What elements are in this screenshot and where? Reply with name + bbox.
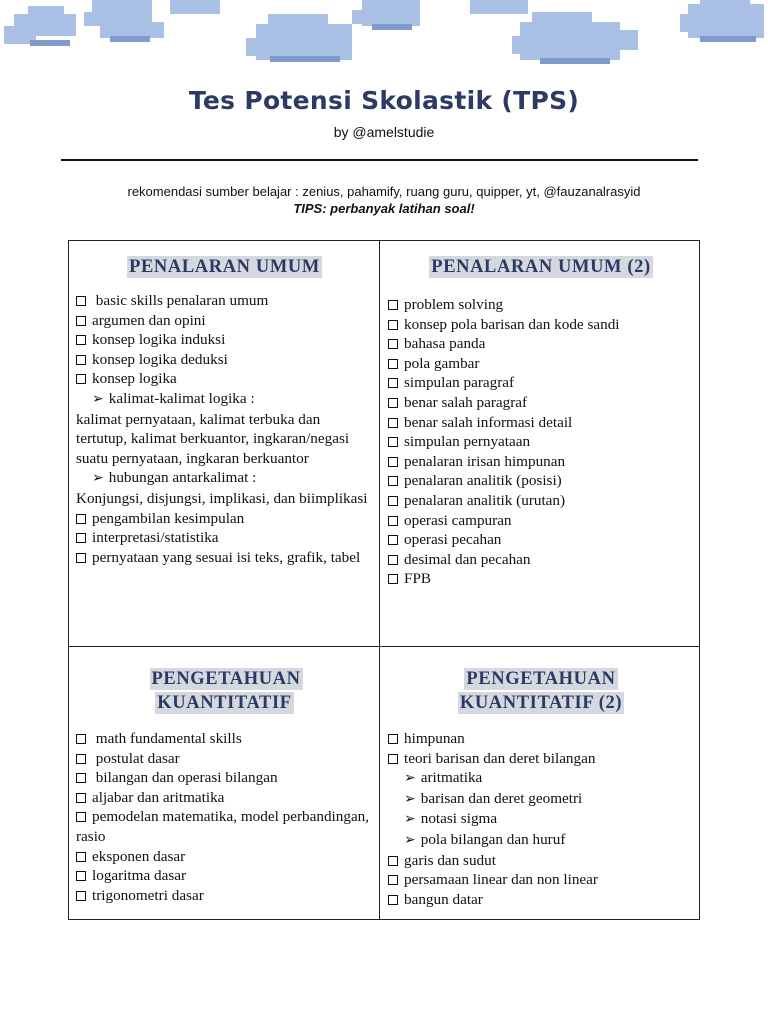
section-heading: PENGETAHUAN KUANTITATIF bbox=[151, 669, 301, 713]
checklist-item bbox=[76, 291, 373, 311]
checklist-item bbox=[388, 890, 694, 910]
checkbox-icon[interactable] bbox=[388, 437, 398, 447]
checklist-item bbox=[76, 330, 373, 350]
checklist-item bbox=[76, 749, 373, 769]
arrow-bullet-icon: ➢ bbox=[92, 471, 104, 487]
checklist-item bbox=[76, 528, 373, 548]
checkbox-icon[interactable] bbox=[388, 535, 398, 545]
item-text: kalimat-kalimat logika : bbox=[108, 389, 255, 407]
divider-line bbox=[61, 159, 698, 161]
sub-item bbox=[388, 768, 694, 789]
checklist-item bbox=[76, 866, 373, 886]
checkbox-icon[interactable] bbox=[388, 875, 398, 885]
item-text: kalimat pernyataan, kalimat terbuka dan tertutup, kalimat berkuantor, ingkaran/negasi suatu pernyataan, ingkaran berkuantor bbox=[76, 410, 350, 467]
sub-item bbox=[76, 468, 373, 489]
item-text: operasi pecahan bbox=[404, 531, 502, 549]
checkbox-icon[interactable] bbox=[388, 734, 398, 744]
checklist-item bbox=[388, 334, 694, 354]
author-byline: by @amelstudie bbox=[333, 124, 435, 140]
item-text: konsep logika bbox=[92, 370, 177, 388]
checklist-item bbox=[388, 530, 694, 550]
item-text: math fundamental skills bbox=[92, 730, 242, 747]
checklist-item bbox=[388, 373, 694, 393]
topic-list bbox=[76, 729, 373, 905]
checkbox-icon[interactable] bbox=[388, 339, 398, 349]
item-text: benar salah informasi detail bbox=[404, 413, 573, 431]
item-text: pola gambar bbox=[404, 354, 480, 372]
checkbox-icon[interactable] bbox=[388, 496, 398, 506]
checkbox-icon[interactable] bbox=[76, 296, 86, 306]
checklist-item bbox=[76, 788, 373, 808]
arrow-bullet-icon: ➢ bbox=[404, 791, 416, 807]
item-description bbox=[76, 410, 373, 469]
section-pengetahuan-kuantitatif bbox=[69, 647, 379, 919]
checkbox-icon[interactable] bbox=[76, 355, 86, 365]
tips-text: TIPS: perbanyak latihan soal! bbox=[293, 201, 475, 216]
section-heading: PENALARAN UMUM (2) bbox=[431, 257, 651, 277]
checklist-item bbox=[76, 886, 373, 906]
item-text: penalaran analitik (posisi) bbox=[404, 472, 562, 490]
sub-item bbox=[388, 830, 694, 851]
checklist-item bbox=[76, 350, 373, 370]
arrow-bullet-icon: ➢ bbox=[92, 391, 104, 407]
item-text: postulat dasar bbox=[92, 749, 180, 767]
topics-grid bbox=[68, 240, 700, 920]
checkbox-icon[interactable] bbox=[388, 856, 398, 866]
item-text: aritmatika bbox=[420, 769, 483, 787]
topic-list bbox=[388, 729, 694, 909]
checkbox-icon[interactable] bbox=[76, 812, 86, 822]
checklist-item bbox=[388, 569, 694, 589]
item-text: barisan dan deret geometri bbox=[420, 789, 583, 807]
checkbox-icon[interactable] bbox=[76, 773, 86, 783]
item-text: operasi campuran bbox=[404, 511, 512, 529]
checkbox-icon[interactable] bbox=[76, 891, 86, 901]
checkbox-icon[interactable] bbox=[76, 553, 86, 563]
checklist-item bbox=[388, 550, 694, 570]
checkbox-icon[interactable] bbox=[388, 359, 398, 369]
item-text: interpretasi/statistika bbox=[92, 529, 219, 547]
item-text: simpulan pernyataan bbox=[404, 433, 531, 451]
section-pengetahuan-kuantitatif-2 bbox=[380, 647, 700, 919]
checkbox-icon[interactable] bbox=[76, 754, 86, 764]
item-text: bangun datar bbox=[404, 890, 483, 908]
checkbox-icon[interactable] bbox=[388, 476, 398, 486]
topic-list bbox=[76, 291, 373, 567]
sub-item bbox=[388, 809, 694, 830]
item-text: penalaran analitik (urutan) bbox=[404, 491, 566, 509]
item-text: eksponen dasar bbox=[92, 847, 186, 865]
checkbox-icon[interactable] bbox=[76, 335, 86, 345]
checkbox-icon[interactable] bbox=[76, 734, 86, 744]
item-text: teori barisan dan deret bilangan bbox=[404, 749, 596, 767]
item-text: konsep logika deduksi bbox=[92, 350, 228, 368]
checkbox-icon[interactable] bbox=[388, 320, 398, 330]
item-text: benar salah paragraf bbox=[404, 393, 528, 411]
item-text: pengambilan kesimpulan bbox=[92, 509, 245, 527]
item-text: persamaan linear dan non linear bbox=[404, 871, 598, 889]
item-text: pola bilangan dan huruf bbox=[420, 830, 566, 848]
item-text: Konjungsi, disjungsi, implikasi, dan biimplikasi bbox=[76, 489, 368, 507]
checkbox-icon[interactable] bbox=[388, 418, 398, 428]
section-heading: PENALARAN UMUM bbox=[129, 257, 320, 277]
item-text: simpulan paragraf bbox=[404, 374, 515, 392]
section-penalaran-umum-2 bbox=[380, 241, 700, 646]
item-text: konsep logika induksi bbox=[92, 331, 226, 349]
section-heading: PENGETAHUAN KUANTITATIF (2) bbox=[459, 669, 623, 713]
sub-item bbox=[76, 389, 373, 410]
item-text: konsep pola barisan dan kode sandi bbox=[404, 315, 620, 333]
checkbox-icon[interactable] bbox=[388, 378, 398, 388]
checkbox-icon[interactable] bbox=[388, 300, 398, 310]
checkbox-icon[interactable] bbox=[76, 793, 86, 803]
checklist-item bbox=[76, 729, 373, 749]
topic-list bbox=[388, 295, 694, 589]
item-text: desimal dan pecahan bbox=[404, 550, 531, 568]
checkbox-icon[interactable] bbox=[76, 374, 86, 384]
checklist-item bbox=[388, 851, 694, 871]
checkbox-icon[interactable] bbox=[388, 516, 398, 526]
checklist-item bbox=[388, 870, 694, 890]
arrow-bullet-icon: ➢ bbox=[404, 771, 416, 787]
arrow-bullet-icon: ➢ bbox=[404, 832, 416, 848]
item-text: FPB bbox=[404, 570, 432, 588]
checklist-item bbox=[388, 729, 694, 749]
checklist-item bbox=[388, 413, 694, 433]
checklist-item bbox=[388, 491, 694, 511]
arrow-bullet-icon: ➢ bbox=[404, 812, 416, 828]
checklist-item bbox=[76, 847, 373, 867]
item-text: hubungan antarkalimat : bbox=[108, 469, 257, 487]
item-text: aljabar dan aritmatika bbox=[92, 788, 225, 806]
item-text: logaritma dasar bbox=[92, 867, 187, 885]
checklist-item bbox=[76, 509, 373, 529]
item-text: pemodelan matematika, model perbandingan, rasio bbox=[76, 808, 370, 845]
checklist-item bbox=[76, 548, 373, 568]
checklist-item bbox=[388, 393, 694, 413]
checklist-item bbox=[76, 768, 373, 788]
item-text: argumen dan opini bbox=[92, 311, 206, 329]
item-text: himpunan bbox=[404, 730, 465, 747]
cloud-banner bbox=[0, 0, 768, 90]
checklist-item bbox=[388, 432, 694, 452]
checkbox-icon[interactable] bbox=[388, 895, 398, 905]
item-text: basic skills penalaran umum bbox=[92, 292, 269, 309]
checklist-item bbox=[76, 311, 373, 331]
page-title: Tes Potensi Skolastik (TPS) bbox=[188, 86, 580, 115]
item-text: bahasa panda bbox=[404, 335, 486, 353]
checkbox-icon[interactable] bbox=[76, 871, 86, 881]
checklist-item bbox=[388, 471, 694, 491]
checkbox-icon[interactable] bbox=[388, 457, 398, 467]
recommendation-text: rekomendasi sumber belajar : zenius, pahamify, ruang guru, quipper, yt, @fauzanalrasyid bbox=[127, 184, 641, 199]
checkbox-icon[interactable] bbox=[388, 574, 398, 584]
sub-item bbox=[388, 789, 694, 810]
item-text: penalaran irisan himpunan bbox=[404, 452, 566, 470]
checklist-item bbox=[388, 354, 694, 374]
checklist-item bbox=[388, 511, 694, 531]
checklist-item bbox=[388, 315, 694, 335]
checklist-item bbox=[388, 452, 694, 472]
checkbox-icon[interactable] bbox=[76, 316, 86, 326]
checklist-item bbox=[388, 749, 694, 769]
checkbox-icon[interactable] bbox=[388, 754, 398, 764]
item-text: pernyataan yang sesuai isi teks, grafik, tabel bbox=[92, 548, 361, 566]
checkbox-icon[interactable] bbox=[76, 514, 86, 524]
item-description bbox=[76, 489, 373, 509]
item-text: trigonometri dasar bbox=[92, 886, 204, 904]
item-text: notasi sigma bbox=[420, 810, 498, 828]
checkbox-icon[interactable] bbox=[76, 533, 86, 543]
checklist-item bbox=[388, 295, 694, 315]
checkbox-icon[interactable] bbox=[388, 555, 398, 565]
checklist-item bbox=[76, 807, 373, 846]
checklist-item bbox=[76, 369, 373, 389]
item-text: bilangan dan operasi bilangan bbox=[92, 769, 278, 787]
checkbox-icon[interactable] bbox=[76, 852, 86, 862]
checkbox-icon[interactable] bbox=[388, 398, 398, 408]
item-text: problem solving bbox=[404, 296, 504, 313]
section-penalaran-umum bbox=[69, 241, 379, 646]
item-text: garis dan sudut bbox=[404, 851, 496, 869]
